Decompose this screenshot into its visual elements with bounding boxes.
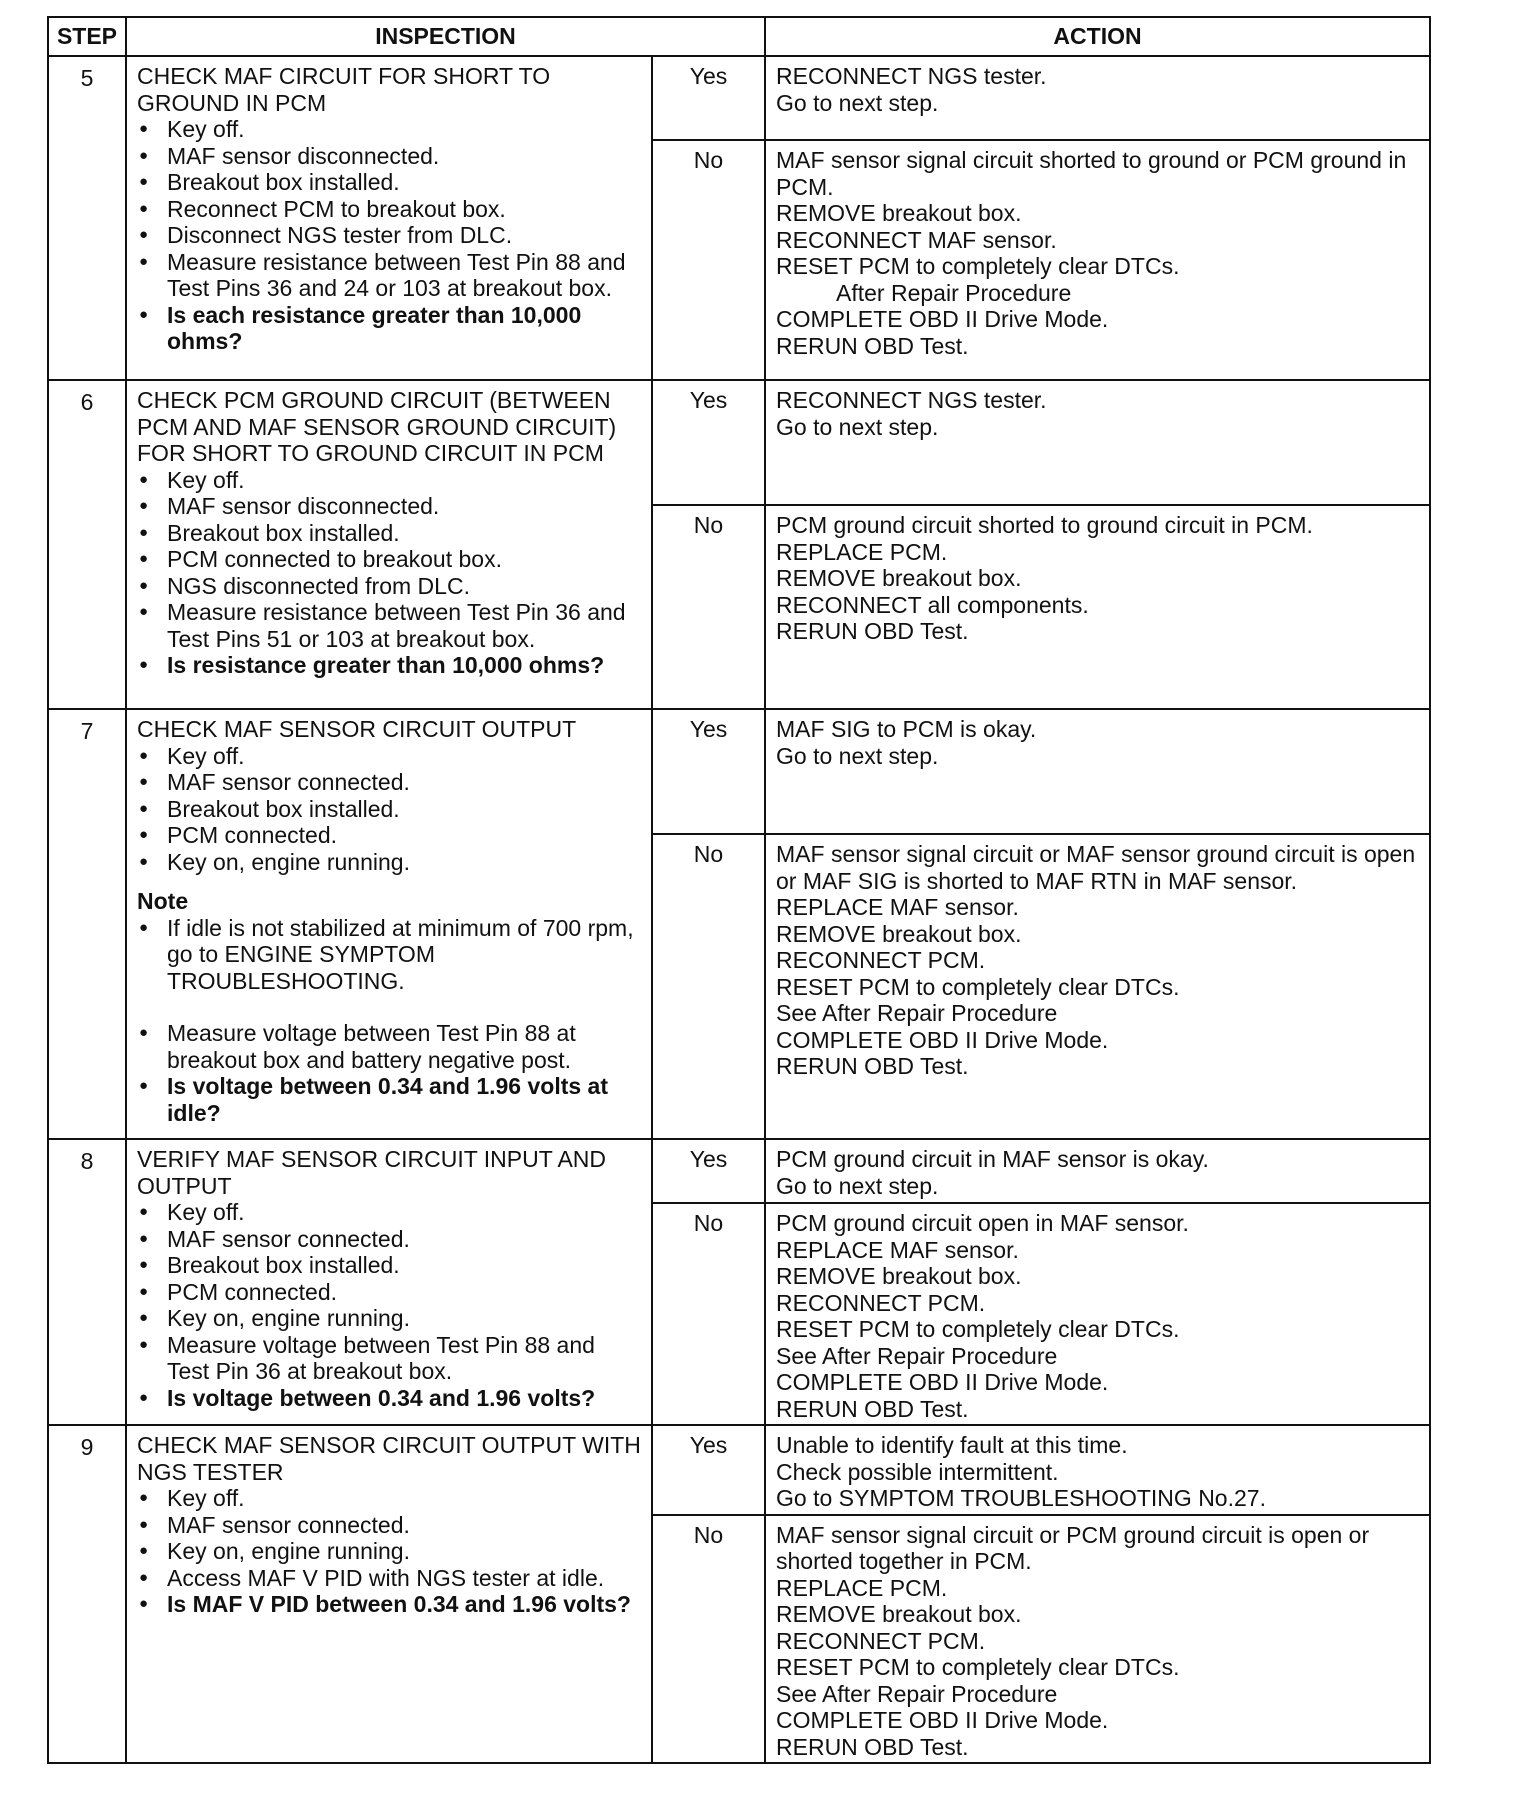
inspection-question: ● Is MAF V PID between 0.34 and 1.96 volts? bbox=[137, 1591, 641, 1618]
action-line: Go to next step. bbox=[776, 413, 939, 440]
inspection-cell bbox=[126, 709, 652, 1139]
step-row bbox=[48, 56, 1430, 140]
action-line: PCM ground circuit in MAF sensor is okay. bbox=[776, 1146, 1209, 1172]
spacer bbox=[137, 994, 641, 1020]
inspection-header: INSPECTION bbox=[126, 17, 765, 56]
action-line: After Repair Procedure bbox=[836, 279, 1072, 306]
inspection-bullet: ● Key off. bbox=[137, 116, 641, 143]
inspection-bullet: ● Measure resistance between Test Pin 88 and Test Pins 36 and 24 or 103 at breakout box. bbox=[137, 249, 641, 302]
action-line: COMPLETE OBD II Drive Mode. bbox=[776, 1707, 1109, 1733]
inspection-bullet: ● Disconnect NGS tester from DLC. bbox=[137, 222, 641, 249]
no-action bbox=[765, 505, 1430, 709]
step-number: 7 bbox=[48, 709, 126, 1139]
inspection-bullet: ● MAF sensor connected. bbox=[137, 769, 641, 796]
no-action bbox=[765, 140, 1430, 380]
no-label: No bbox=[652, 1515, 765, 1764]
yes-action bbox=[765, 56, 1430, 140]
inspection-bullet: ● MAF sensor connected. bbox=[137, 1512, 641, 1539]
action-line: COMPLETE OBD II Drive Mode. bbox=[776, 1369, 1109, 1395]
action-line: REMOVE breakout box. bbox=[776, 565, 1022, 591]
action-line: REMOVE breakout box. bbox=[776, 1263, 1022, 1289]
action-line: COMPLETE OBD II Drive Mode. bbox=[776, 1026, 1109, 1053]
action-line: RECONNECT NGS tester. bbox=[776, 63, 1047, 89]
yes-label: Yes bbox=[652, 709, 765, 834]
inspection-bullet: ● Key off. bbox=[137, 467, 641, 494]
no-label: No bbox=[652, 505, 765, 709]
yes-label: Yes bbox=[652, 380, 765, 505]
inspection-title: VERIFY MAF SENSOR CIRCUIT INPUT AND OUTPUT bbox=[137, 1146, 613, 1199]
action-line: PCM ground circuit shorted to ground circuit in PCM. bbox=[776, 512, 1313, 538]
no-action bbox=[765, 834, 1430, 1139]
inspection-cell bbox=[126, 1139, 652, 1425]
action-line: PCM ground circuit open in MAF sensor. bbox=[776, 1210, 1189, 1236]
inspection-bullet: ● Key off. bbox=[137, 743, 641, 770]
action-line: RECONNECT PCM. bbox=[776, 1289, 986, 1316]
action-line: Go to next step. bbox=[776, 89, 939, 116]
action-line: REMOVE breakout box. bbox=[776, 1601, 1022, 1627]
inspection-bullet: ● Reconnect PCM to breakout box. bbox=[137, 196, 641, 223]
action-line: RECONNECT MAF sensor. bbox=[776, 226, 1057, 253]
step-row bbox=[48, 709, 1430, 834]
inspection-bullet: ● PCM connected. bbox=[137, 822, 641, 849]
action-line: RESET PCM to completely clear DTCs. bbox=[776, 1654, 1180, 1680]
inspection-cell bbox=[126, 380, 652, 709]
action-line: RECONNECT NGS tester. bbox=[776, 387, 1047, 413]
inspection-question: ● Is each resistance greater than 10,000 ohms? bbox=[137, 302, 641, 355]
inspection-bullet: ● Key on, engine running. bbox=[137, 1305, 641, 1332]
no-label: No bbox=[652, 1203, 765, 1425]
step-header: STEP bbox=[48, 17, 126, 56]
inspection-cell bbox=[126, 56, 652, 380]
yes-action bbox=[765, 380, 1430, 505]
inspection-bullet: ● PCM connected. bbox=[137, 1279, 641, 1306]
yes-action bbox=[765, 1425, 1430, 1515]
inspection-bullet: ● MAF sensor disconnected. bbox=[137, 143, 641, 170]
inspection-title: CHECK MAF SENSOR CIRCUIT OUTPUT WITH NGS TESTER bbox=[137, 1432, 648, 1485]
action-line: REPLACE MAF sensor. bbox=[776, 1236, 1019, 1263]
yes-label: Yes bbox=[652, 56, 765, 140]
inspection-question: ● Is resistance greater than 10,000 ohms? bbox=[137, 652, 641, 679]
action-line: RECONNECT PCM. bbox=[776, 947, 986, 973]
inspection-bullet: ● Measure voltage between Test Pin 88 at breakout box and battery negative post. bbox=[137, 1020, 641, 1073]
action-line: RECONNECT PCM. bbox=[776, 1627, 986, 1654]
inspection-bullet: ● Key on, engine running. bbox=[137, 849, 641, 876]
inspection-bullet: ● Breakout box installed. bbox=[137, 796, 641, 823]
inspection-cell bbox=[126, 1425, 652, 1763]
yes-label: Yes bbox=[652, 1425, 765, 1515]
inspection-bullet: ● Key on, engine running. bbox=[137, 1538, 641, 1565]
step-number: 9 bbox=[48, 1425, 126, 1763]
inspection-question: ● Is voltage between 0.34 and 1.96 volts? bbox=[137, 1385, 641, 1412]
no-action bbox=[765, 1203, 1430, 1425]
inspection-bullet: ● If idle is not stabilized at minimum of 700 rpm, go to ENGINE SYMPTOM TROUBLESHOOTING. bbox=[137, 915, 641, 995]
action-line: See After Repair Procedure bbox=[776, 1000, 1058, 1026]
inspection-bullet: ● Measure voltage between Test Pin 88 and Test Pin 36 at breakout box. bbox=[137, 1332, 641, 1385]
action-line: RECONNECT all components. bbox=[776, 591, 1089, 618]
inspection-bullet: ● Breakout box installed. bbox=[137, 169, 641, 196]
action-line: RERUN OBD Test. bbox=[776, 618, 969, 644]
action-line: REMOVE breakout box. bbox=[776, 920, 1022, 947]
inspection-bullet: ● MAF sensor disconnected. bbox=[137, 493, 641, 520]
inspection-bullet: ● NGS disconnected from DLC. bbox=[137, 573, 641, 600]
action-line: RERUN OBD Test. bbox=[776, 1733, 969, 1760]
action-line: REPLACE PCM. bbox=[776, 1574, 948, 1601]
inspection-bullet: ● MAF sensor connected. bbox=[137, 1226, 641, 1253]
action-line: REPLACE PCM. bbox=[776, 538, 948, 565]
inspection-question: ● Is voltage between 0.34 and 1.96 volts at idle? bbox=[137, 1073, 641, 1126]
header-row bbox=[48, 17, 1430, 56]
action-line: MAF sensor signal circuit shorted to ground or PCM ground in PCM. bbox=[776, 147, 1413, 200]
no-label: No bbox=[652, 834, 765, 1139]
action-line: MAF SIG to PCM is okay. bbox=[776, 716, 1037, 742]
action-header: ACTION bbox=[765, 17, 1430, 56]
step-number: 5 bbox=[48, 56, 126, 380]
action-line: RESET PCM to completely clear DTCs. bbox=[776, 1316, 1180, 1342]
inspection-title: CHECK MAF SENSOR CIRCUIT OUTPUT bbox=[137, 716, 577, 742]
inspection-bullet: ● Key off. bbox=[137, 1199, 641, 1226]
yes-action bbox=[765, 709, 1430, 834]
action-line: Go to next step. bbox=[776, 742, 939, 769]
inspection-bullet: ● Breakout box installed. bbox=[137, 1252, 641, 1279]
action-line: Go to next step. bbox=[776, 1172, 939, 1199]
inspection-bullet: ● Key off. bbox=[137, 1485, 641, 1512]
step-row bbox=[48, 380, 1430, 505]
note-heading: Note bbox=[137, 888, 189, 914]
action-line: See After Repair Procedure bbox=[776, 1342, 1058, 1369]
action-line: MAF sensor signal circuit or MAF sensor ground circuit is open or MAF SIG is shorted to MAF RTN in MAF sensor. bbox=[776, 841, 1422, 894]
yes-action bbox=[765, 1139, 1430, 1203]
no-action bbox=[765, 1515, 1430, 1764]
inspection-title: CHECK MAF CIRCUIT FOR SHORT TO GROUND IN PCM bbox=[137, 63, 557, 116]
yes-label: Yes bbox=[652, 1139, 765, 1203]
action-line: RESET PCM to completely clear DTCs. bbox=[776, 253, 1180, 279]
action-line: RESET PCM to completely clear DTCs. bbox=[776, 973, 1180, 1000]
step-number: 8 bbox=[48, 1139, 126, 1425]
inspection-bullet: ● Measure resistance between Test Pin 36 and Test Pins 51 or 103 at breakout box. bbox=[137, 599, 641, 652]
action-line: Check possible intermittent. bbox=[776, 1458, 1059, 1485]
action-line: COMPLETE OBD II Drive Mode. bbox=[776, 306, 1109, 332]
no-label: No bbox=[652, 140, 765, 380]
inspection-bullet: ● PCM connected to breakout box. bbox=[137, 546, 641, 573]
inspection-bullet: ● Access MAF V PID with NGS tester at idle. bbox=[137, 1565, 641, 1592]
action-line: Unable to identify fault at this time. bbox=[776, 1432, 1128, 1458]
action-line: RERUN OBD Test. bbox=[776, 332, 969, 359]
inspection-title: CHECK PCM GROUND CIRCUIT (BETWEEN PCM AND MAF SENSOR GROUND CIRCUIT) FOR SHORT TO GROUND CIRCUIT IN PCM bbox=[137, 387, 623, 466]
action-line: RERUN OBD Test. bbox=[776, 1053, 969, 1079]
action-line: See After Repair Procedure bbox=[776, 1680, 1058, 1707]
spacer bbox=[137, 875, 641, 888]
action-line: MAF sensor signal circuit or PCM ground circuit is open or shorted together in PCM. bbox=[776, 1521, 1376, 1574]
step-row bbox=[48, 1425, 1430, 1515]
inspection-bullet: ● Breakout box installed. bbox=[137, 520, 641, 547]
action-line: REMOVE breakout box. bbox=[776, 200, 1022, 226]
action-line: RERUN OBD Test. bbox=[776, 1395, 969, 1422]
step-number: 6 bbox=[48, 380, 126, 709]
action-line: REPLACE MAF sensor. bbox=[776, 894, 1019, 920]
inspection-table bbox=[47, 16, 1431, 1764]
step-row bbox=[48, 1139, 1430, 1203]
action-line: Go to SYMPTOM TROUBLESHOOTING No.27. bbox=[776, 1485, 1266, 1511]
